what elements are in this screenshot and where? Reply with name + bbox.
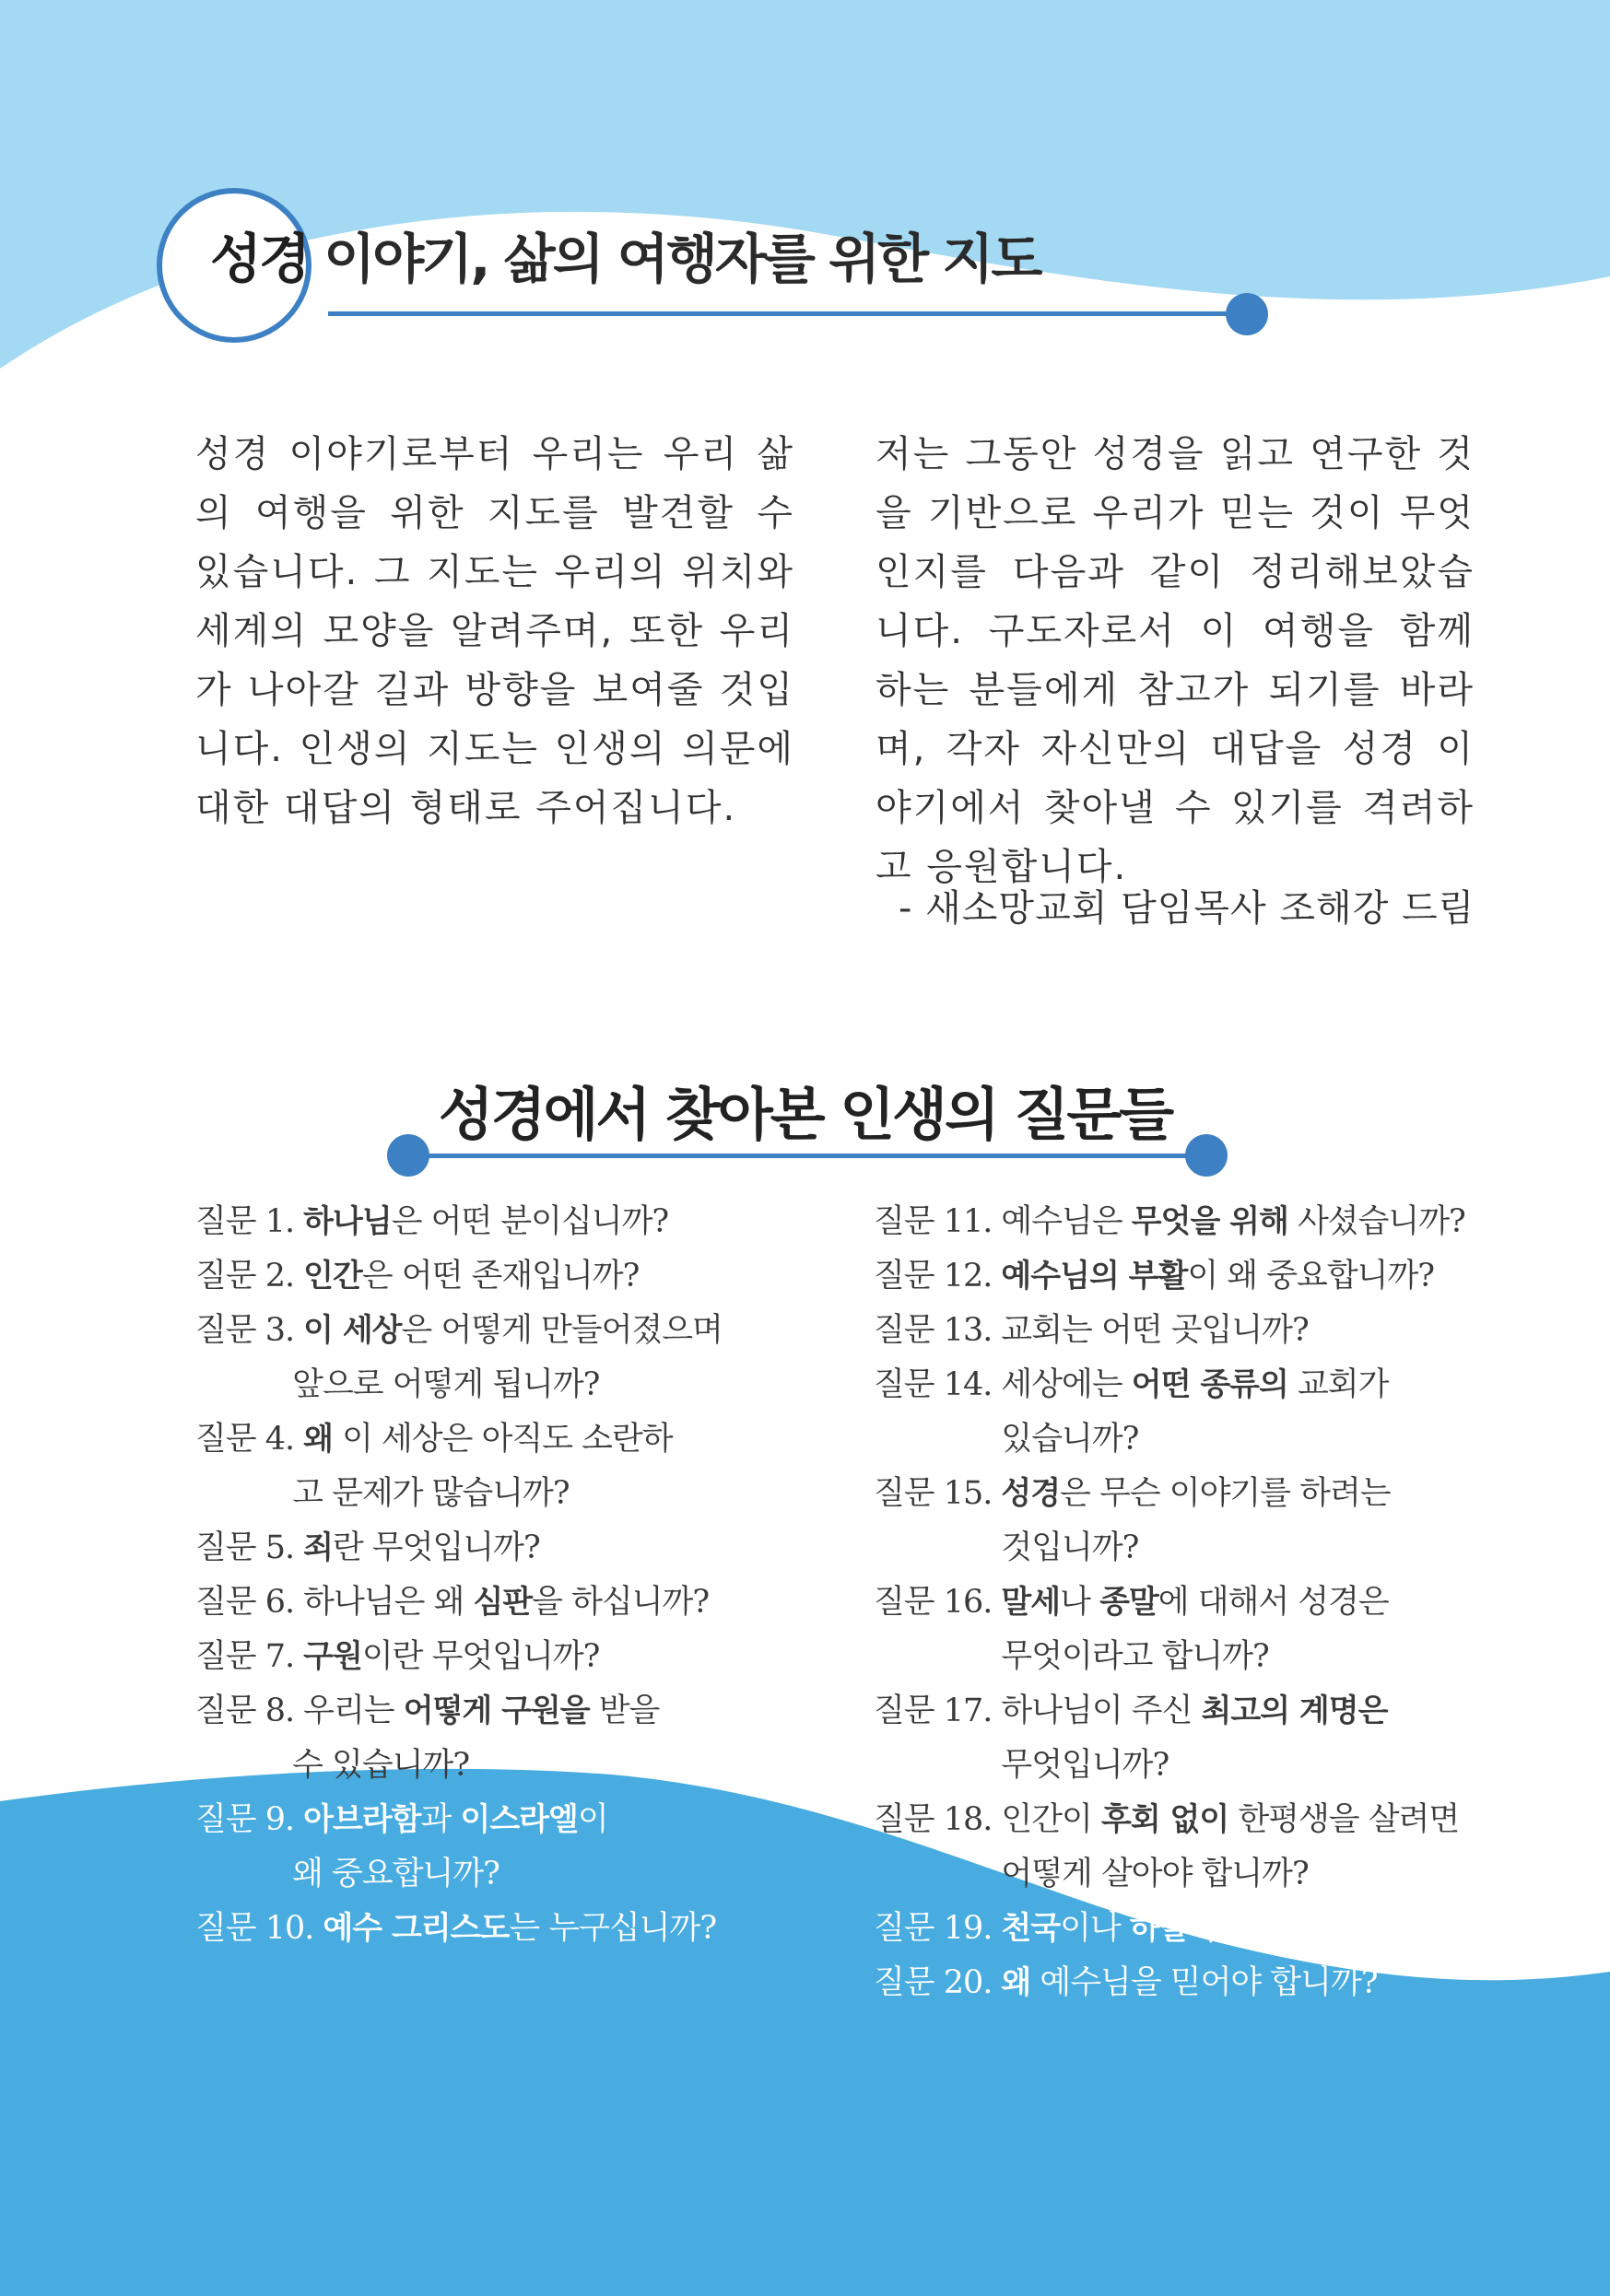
question-text — [303, 1521, 540, 1576]
question-number: 질문 8. — [195, 1693, 295, 1729]
question-number: 질문 14. — [874, 1366, 993, 1403]
question-keyword: 아브라함 — [303, 1801, 421, 1838]
intro-right-paragraph: 저는 그동안 성경을 읽고 연구한 것을 기반으로 우리가 믿는 것이 무엇인지를 다음과 같이 정리해보았습니다. 구도자로서 이 여행을 함께 하는 분들에게 참고가 되기를 바라며, 각자 자신만의 대답을 성경 이야기에서 찾아낼 수 있기를 격려하고 응원합니다. — [876, 433, 1475, 888]
question-text-part: 인간이 — [1001, 1801, 1101, 1838]
header-rest: 이야기, 삶의 여행자를 위한 지도 — [308, 228, 1040, 290]
question-keyword: 이스라엘 — [460, 1801, 578, 1838]
underline-left-dot-icon — [387, 1134, 429, 1177]
question-keyword: 죄 — [303, 1529, 333, 1566]
question-item — [195, 1630, 896, 1684]
question-keyword: 하나님 — [303, 1203, 392, 1240]
question-keyword: 이 세상 — [303, 1312, 402, 1349]
header-underline — [328, 311, 1235, 316]
question-continuation: 무엇이라고 합니까? — [1001, 1638, 1269, 1675]
question-text-part: 이 — [577, 1801, 608, 1838]
question-item — [874, 1576, 1592, 1684]
question-text-part: 우리는 — [303, 1693, 404, 1729]
question-text — [292, 1304, 723, 1412]
question-text-part: 은 어떻게 만들어졌으며 — [401, 1312, 723, 1349]
header-guide — [157, 188, 1263, 335]
question-item — [874, 1358, 1592, 1467]
question-text-part: 하나님은 왜 — [303, 1584, 474, 1621]
question-text-part: 이란 무엇입니까? — [361, 1638, 600, 1675]
question-text-part: 예수님을 믿어야 합니까? — [1030, 1964, 1378, 2001]
question-item — [195, 1684, 896, 1793]
question-continuation: 무엇입니까? — [1001, 1747, 1169, 1784]
question-item — [195, 1195, 896, 1249]
question-text — [1001, 1358, 1388, 1467]
question-keyword: 말세 — [1001, 1584, 1061, 1621]
question-text-part: 한평생을 살려면 — [1228, 1801, 1460, 1838]
question-text — [303, 1249, 639, 1304]
question-number: 질문 10. — [195, 1910, 314, 1947]
question-text-part: 교회는 어떤 곳입니까? — [1001, 1312, 1309, 1349]
question-continuation: 앞으로 어떻게 됩니까? — [292, 1366, 600, 1403]
question-text — [303, 1576, 709, 1630]
header-title — [210, 216, 1040, 293]
question-continuation: 고 문제가 많습니까? — [292, 1475, 570, 1512]
question-text-part: 을 하십니까? — [532, 1584, 710, 1621]
question-continuation: 어떻게 살아야 합니까? — [1001, 1856, 1309, 1892]
question-continuation: 수 있습니까? — [292, 1747, 470, 1784]
question-text — [1001, 1902, 1454, 1956]
question-number: 질문 2. — [195, 1258, 295, 1294]
question-continuation: 왜 중요합니까? — [292, 1856, 499, 1892]
question-item — [874, 1467, 1592, 1576]
header-dot-icon — [1226, 293, 1268, 335]
question-text — [292, 1412, 673, 1521]
question-continuation: 있습니까? — [1001, 1421, 1139, 1458]
question-text — [1001, 1195, 1464, 1249]
question-number: 질문 6. — [195, 1584, 295, 1621]
question-keyword: 성경 — [1001, 1475, 1061, 1512]
questions-left-column — [195, 1195, 896, 1956]
underline-right-dot-icon — [1185, 1134, 1228, 1177]
question-number: 질문 11. — [874, 1203, 993, 1240]
question-text-part: 예수님은 — [1001, 1203, 1132, 1240]
question-number: 질문 17. — [874, 1693, 993, 1729]
question-keyword: 왜 — [303, 1421, 333, 1458]
question-text — [1001, 1249, 1434, 1304]
question-keyword: 심판 — [473, 1584, 533, 1621]
question-text — [303, 1630, 599, 1684]
question-text — [1001, 1467, 1390, 1576]
question-number: 질문 15. — [874, 1475, 993, 1512]
question-continuation: 것입니까? — [1001, 1529, 1139, 1566]
question-keyword: 인간 — [303, 1258, 362, 1294]
question-text-part: 은 어떤 분이십니까? — [391, 1203, 669, 1240]
question-text-part: 은 어떤 존재입니까? — [361, 1258, 640, 1294]
question-text-part: 받을 — [589, 1693, 660, 1729]
header-first-word: 성경 — [210, 228, 309, 290]
question-item — [195, 1412, 896, 1521]
question-text-part: 란 무엇입니까? — [333, 1529, 540, 1566]
question-text — [323, 1902, 716, 1956]
signature: - 새소망교회 담임목사 조해강 드림 — [899, 887, 1475, 930]
question-text-part: 과 — [420, 1801, 461, 1838]
question-keyword: 무엇을 위해 — [1131, 1203, 1288, 1240]
question-item — [874, 1956, 1592, 2010]
question-text-part: 나 — [1060, 1584, 1100, 1621]
question-keyword: 예수님의 부활 — [1001, 1258, 1188, 1294]
question-text — [1001, 1684, 1387, 1793]
question-number: 질문 7. — [195, 1638, 295, 1675]
question-number: 질문 20. — [874, 1964, 993, 2001]
question-text-part: 이 세상은 아직도 소란하 — [333, 1421, 673, 1458]
question-number: 질문 3. — [195, 1312, 295, 1349]
question-text-part: 교회가 — [1287, 1366, 1389, 1403]
question-text-part: 는 무엇입니까? — [1247, 1910, 1455, 1947]
question-item — [195, 1304, 896, 1412]
question-number: 질문 13. — [874, 1312, 993, 1349]
question-text — [303, 1195, 668, 1249]
question-keyword: 왜 — [1001, 1964, 1031, 2001]
question-keyword: 최고의 계명은 — [1201, 1693, 1388, 1729]
question-item — [874, 1902, 1592, 1956]
question-number: 질문 1. — [195, 1203, 295, 1240]
question-keyword: 종말 — [1099, 1584, 1158, 1621]
questions-underline — [405, 1154, 1207, 1158]
question-keyword: 후회 없이 — [1100, 1801, 1229, 1838]
question-keyword: 구원 — [303, 1638, 362, 1675]
question-item — [195, 1793, 896, 1902]
question-text-part: 은 무슨 이야기를 하려는 — [1060, 1475, 1391, 1512]
question-text-part: 는 누구십니까? — [509, 1910, 717, 1947]
question-text-part: 사셨습니까? — [1287, 1203, 1465, 1240]
question-text — [1001, 1576, 1388, 1684]
question-keyword: 예수 그리스도 — [323, 1910, 510, 1947]
questions-heading: 성경에서 찾아본 인생의 질문들 — [438, 1081, 1172, 1148]
question-keyword: 어떤 종류의 — [1131, 1366, 1288, 1403]
question-item — [874, 1793, 1592, 1902]
question-item — [874, 1684, 1592, 1793]
question-item — [874, 1195, 1592, 1249]
question-number: 질문 5. — [195, 1529, 295, 1566]
question-item — [195, 1576, 896, 1630]
question-item — [874, 1249, 1592, 1304]
question-number: 질문 19. — [874, 1910, 993, 1947]
intro-left-paragraph: 성경 이야기로부터 우리는 우리 삶의 여행을 위한 지도를 발견할 수 있습니다. 그 지도는 우리의 위치와 세계의 모양을 알려주며, 또한 우리가 나아갈 길과 방향을 보여줄 것입니다. 인생의 지도는 인생의 의문에 대한 대답의 형태로 주어집니다. — [195, 433, 794, 829]
question-text — [1001, 1956, 1377, 2010]
question-number: 질문 18. — [874, 1801, 993, 1838]
question-text — [1001, 1304, 1308, 1358]
question-text — [1001, 1793, 1459, 1902]
question-number: 질문 9. — [195, 1801, 295, 1838]
question-text-part: 이 왜 중요합니까? — [1187, 1258, 1435, 1294]
question-text — [292, 1793, 608, 1902]
question-keyword: 천국 — [1001, 1910, 1061, 1947]
question-item — [195, 1902, 896, 1956]
question-keyword: 어떻게 구원을 — [403, 1693, 590, 1729]
question-number: 질문 16. — [874, 1584, 993, 1621]
question-number: 질문 4. — [195, 1421, 295, 1458]
question-number: 질문 12. — [874, 1258, 993, 1294]
question-text-part: 에 대해서 성경은 — [1158, 1584, 1389, 1621]
questions-right-column — [874, 1195, 1592, 2010]
question-text — [292, 1684, 660, 1793]
question-text-part: 이나 — [1060, 1910, 1130, 1947]
question-text-part: 하나님이 주신 — [1001, 1693, 1202, 1729]
question-keyword: 하늘나라 — [1129, 1910, 1248, 1947]
question-item — [874, 1304, 1592, 1358]
question-item — [195, 1521, 896, 1576]
question-item — [195, 1249, 896, 1304]
question-text-part: 세상에는 — [1001, 1366, 1132, 1403]
